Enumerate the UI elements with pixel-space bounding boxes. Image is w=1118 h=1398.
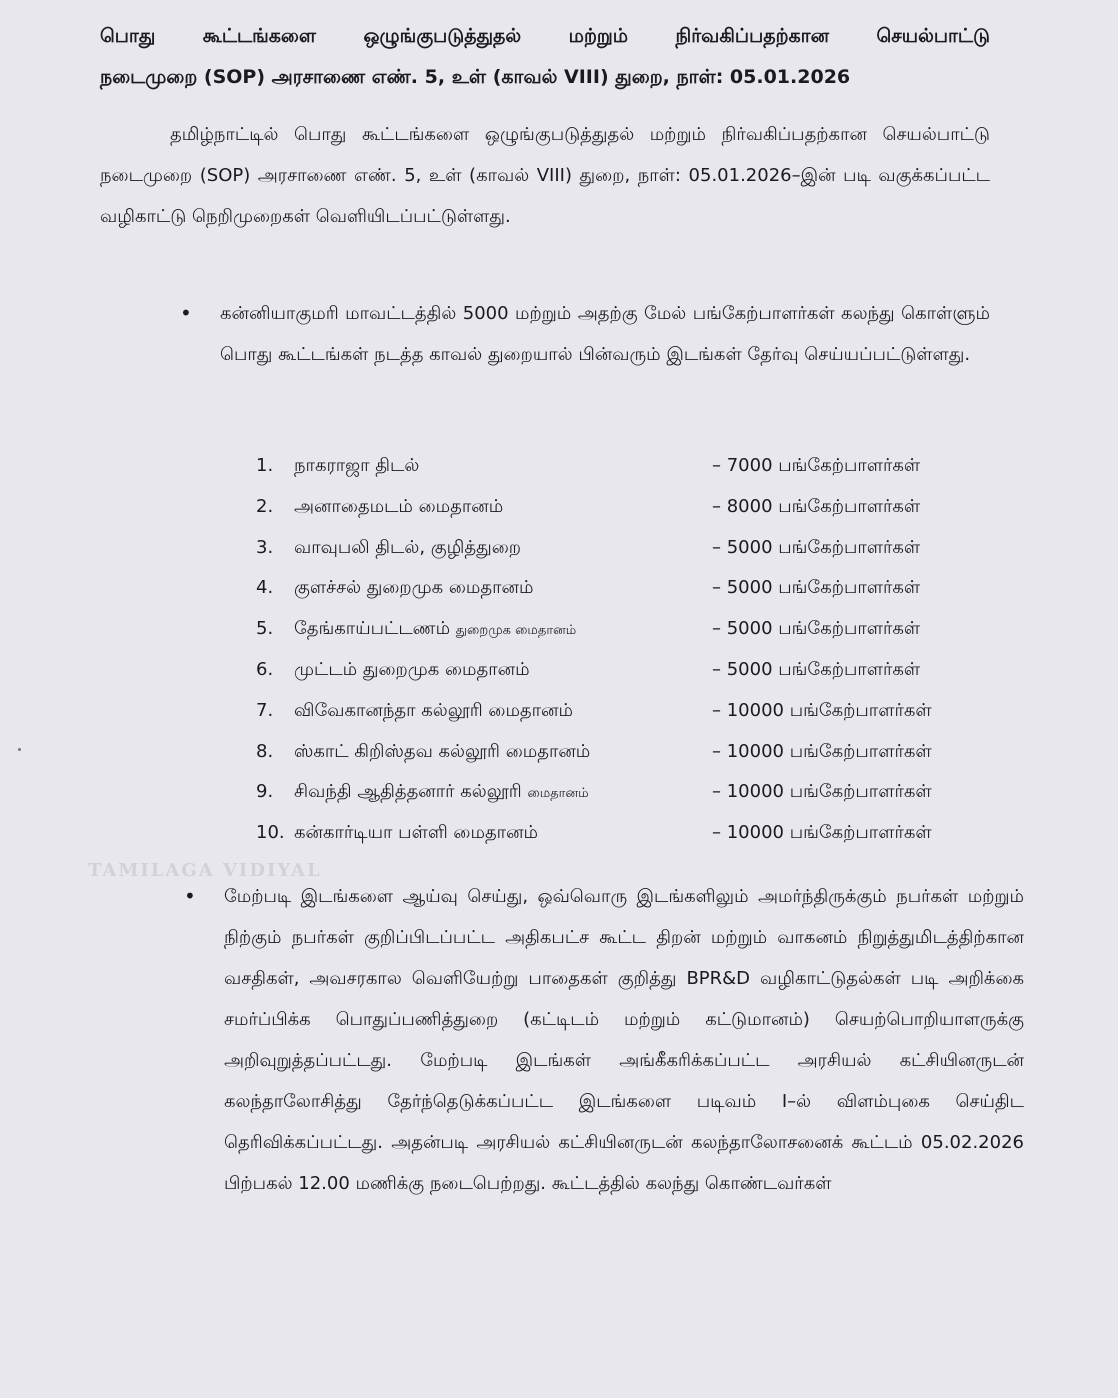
bullet-icon: • (180, 301, 192, 325)
title-line-2: நடைமுறை (SOP) அரசாணை எண். 5, உள் (காவல் VIII) துறை, நாள்: 05.01.2026 (100, 66, 851, 88)
document-title (100, 16, 990, 98)
list-item-place (294, 487, 503, 529)
place-suffix: துறைமுக மைதானம் (455, 623, 577, 639)
list-item-place (294, 609, 576, 651)
list-item (256, 732, 996, 773)
list-item-participants: – 5000 பங்கேற்பாளர்கள் (712, 536, 921, 558)
list-item (256, 446, 996, 487)
list-item-place (294, 650, 530, 692)
place-name: அனாதைமடம் மைதானம் (294, 495, 504, 517)
list-item-number: 6. (256, 658, 274, 680)
list-item-place (294, 732, 590, 774)
place-name: சிவந்தி ஆதித்தனார் கல்லூரி (294, 781, 528, 803)
list-item-place (294, 568, 533, 610)
list-item-participants: – 8000 பங்கேற்பாளர்கள் (712, 495, 921, 517)
list-item-number: 4. (256, 577, 274, 599)
list-item-participants: – 7000 பங்கேற்பாளர்கள் (712, 455, 921, 476)
list-item-participants: – 10000 பங்கேற்பாளர்கள் (712, 822, 932, 844)
bullet-venues-intro (180, 293, 990, 375)
list-item (256, 487, 996, 528)
title-line-1: பொது கூட்டங்களை ஒழுங்குபடுத்துதல் மற்றும் நிர்வகிப்பதற்கான செயல்பாட்டு (100, 25, 990, 47)
list-item-number: 10. (256, 822, 285, 844)
bullet-text: கன்னியாகுமரி மாவட்டத்தில் 5000 மற்றும் அதற்கு மேல் பங்கேற்பாளர்கள் கலந்து கொள்ளும் பொது கூட்டங்கள் நடத்த காவல் துறையால் பின்வரும் இடங்கள் தேர்வு செய்யப்பட்டுள்ளது. (220, 303, 990, 365)
list-item (256, 813, 996, 854)
list-item (256, 772, 996, 813)
scan-speck (18, 748, 21, 751)
place-name: விவேகானந்தா கல்லூரி மைதானம் (294, 699, 573, 721)
bullet-text: மேற்படி இடங்களை ஆய்வு செய்து, ஒவ்வொரு இடங்களிலும் அமர்ந்திருக்கும் நபர்கள் மற்றும் நிற்கும் நபர்கள் குறிப்பிடப்பட்ட அதிகபட்ச கூட்ட திறன் மற்றும் வாகனம் நிறுத்துமிடத்திற்கான வசதிகள், அவசரகால வெளியேற்று பாதைகள் குறித்து BPR&D வழிகாட்டுதல்கள் படி அறிக்கை சமர்ப்பிக்க பொதுப்பணித்துறை (கட்டிடம் மற்றும் கட்டுமானம்) செயற்பொறியாளருக்கு அறிவுறுத்தப்பட்டது. மேற்படி இடங்கள் அங்கீகரிக்கப்பட்ட அரசியல் கட்சியினருடன் கலந்தாலோசித்து தேர்ந்தெடுக்கப்பட்ட இடங்களை படிவம் I–ல் விளம்புகை செய்திட தெரிவிக்கப்பட்டது. அதன்படி அரசியல் கட்சியினருடன் கலந்தாலோசனைக் கூட்டம் 05.02.2026 பிற்பகல் 12.00 மணிக்கு நடைபெற்றது. கூட்டத்தில் கலந்து கொண்டவர்கள் (224, 886, 1025, 1194)
list-item-participants: – 10000 பங்கேற்பாளர்கள் (712, 740, 932, 762)
place-name: வாவுபலி திடல், குழித்துறை (294, 536, 521, 558)
list-item-place (294, 691, 573, 733)
list-item-place (294, 813, 538, 855)
list-item-place (294, 528, 521, 570)
bullet-inspection-paragraph (184, 876, 1024, 1204)
watermark: TAMILAGA VIDIYAL (88, 860, 322, 881)
list-item-participants: – 5000 பங்கேற்பாளர்கள் (712, 577, 921, 599)
place-name: கன்கார்டியா பள்ளி மைதானம் (294, 822, 539, 844)
list-item-place (294, 446, 419, 488)
venue-list (256, 446, 996, 854)
place-name: ஸ்காட் கிறிஸ்தவ கல்லூரி மைதானம் (294, 740, 591, 762)
intro-paragraph: தமிழ்நாட்டில் பொது கூட்டங்களை ஒழுங்குபடுத்துதல் மற்றும் நிர்வகிப்பதற்கான செயல்பாட்டு நடைமுறை (SOP) அரசாணை எண். 5, உள் (காவல் VIII) துறை, நாள்: 05.01.2026–இன் படி வகுக்கப்பட்ட வழிகாட்டு நெறிமுறைகள் வெளியிடப்பட்டுள்ளது. (100, 124, 990, 227)
place-name: குளச்சல் துறைமுக மைதானம் (294, 577, 534, 599)
list-item (256, 691, 996, 732)
list-item-participants: – 10000 பங்கேற்பாளர்கள் (712, 699, 932, 721)
list-item-participants: – 10000 பங்கேற்பாளர்கள் (712, 781, 932, 803)
place-name: நாகராஜா திடல் (294, 455, 420, 476)
list-item-number: 3. (256, 536, 274, 558)
list-item-place (294, 772, 589, 814)
list-item-participants: – 5000 பங்கேற்பாளர்கள் (712, 618, 921, 640)
list-item-number: 5. (256, 618, 274, 640)
bullet-icon: • (184, 884, 196, 908)
place-suffix: மைதானம் (527, 786, 589, 802)
list-item-number: 8. (256, 740, 274, 762)
list-item-number: 2. (256, 495, 274, 517)
list-item (256, 609, 996, 650)
list-item (256, 650, 996, 691)
place-name: முட்டம் துறைமுக மைதானம் (294, 658, 530, 680)
list-item-number: 7. (256, 699, 274, 721)
place-name: தேங்காய்பட்டணம் (294, 618, 456, 640)
list-item-number: 1. (256, 455, 274, 476)
list-item (256, 568, 996, 609)
list-item-number: 9. (256, 781, 274, 803)
list-item (256, 528, 996, 569)
list-item-participants: – 5000 பங்கேற்பாளர்கள் (712, 658, 921, 680)
